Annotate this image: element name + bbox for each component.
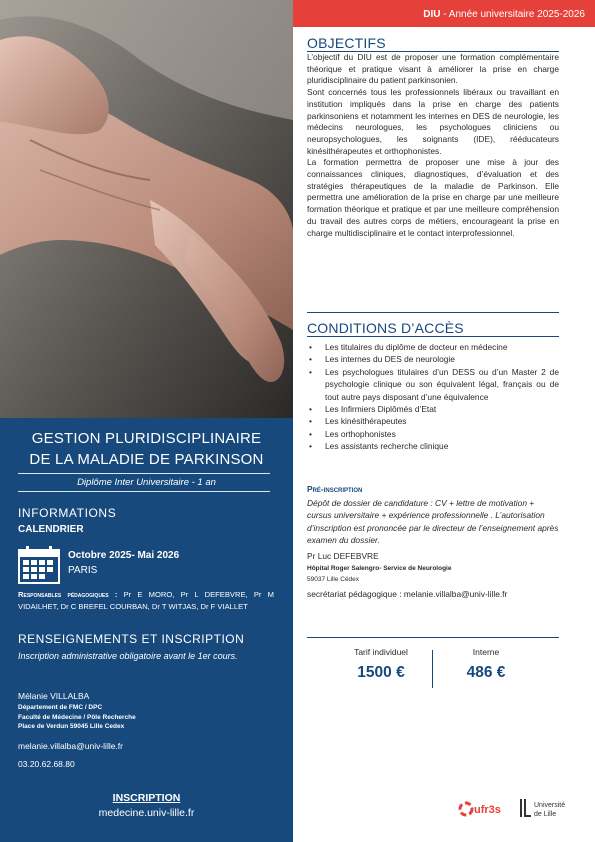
- informations-heading: INFORMATIONS: [18, 506, 117, 520]
- inscription-link[interactable]: INSCRIPTION: [112, 792, 181, 804]
- ufr3s-logo-mark: [457, 796, 509, 822]
- univ-logo-line-2: de Lille: [534, 811, 557, 818]
- left-info-panel: [0, 418, 293, 842]
- objectives-heading: OBJECTIFS: [307, 35, 386, 51]
- director-address: [307, 563, 451, 585]
- objectives-paragraph-1: L’objectif du DIU est de proposer une formation complémentaire théorique et pratique visant à améliorer la prise en charge pluridisciplinaire du patient parkinsonien.: [307, 52, 559, 86]
- director-name: Pr Luc DEFEBVRE: [307, 551, 379, 561]
- price-individual-value: 1500 €: [357, 664, 405, 681]
- banner-program: DIU: [423, 9, 441, 20]
- registration-heading: RENSEIGNEMENTS ET INSCRIPTION: [18, 632, 245, 646]
- preinscription-text: Dépôt de dossier de candidature : CV + lettre de motivation + cursus universitaire + expérience professionnelle . L’autorisation d’inscription est prononcée par le directeur de l’enseignement après examen du dossier.: [307, 498, 559, 545]
- director-hospital: Hôpital Roger Salengro- Service de Neurologie: [307, 565, 452, 572]
- pedagogical-leads-names: Pr E MORO, Pr L DEFEBVRE, Pr M VIDAILHET, Dr C BREFEL COURBAN, Dr T WITJAS, Dr F VIALLET: [18, 590, 274, 611]
- ufr3s-logo: [457, 796, 509, 822]
- list-item: • Les orthophonistes: [309, 428, 559, 440]
- univ-lille-logo-mark: [519, 796, 571, 822]
- hands-illustration: [0, 0, 293, 418]
- director-city: 59037 Lille Cédex: [307, 576, 360, 583]
- conditions-list: [309, 341, 559, 453]
- banner-year: - Année universitaire 2025-2026: [440, 9, 585, 20]
- list-item: • Les assistants recherche clinique: [309, 440, 559, 452]
- registration-note: Inscription administrative obligatoire avant le 1er cours.: [18, 651, 238, 661]
- list-item: • Les psychologues titulaires d’un DESS ou d’un Master 2 de psychologie clinique ou son équivalent légal, français ou de tout autre pays disposant d’une équivalence: [309, 366, 559, 403]
- objectives-body: [307, 52, 559, 239]
- pricing-divider: [307, 637, 559, 638]
- conditions-top-divider: [307, 312, 559, 313]
- conditions-heading: CONDITIONS D’ACCÈS: [307, 320, 464, 336]
- contact-street: Place de Verdun 59045 Lille Cedex: [18, 723, 125, 730]
- price-individual: [321, 647, 441, 682]
- price-intern-label: Interne: [472, 647, 500, 657]
- calendar-heading: CALENDRIER: [18, 524, 84, 535]
- course-title-line-1: GESTION PLURIDISCIPLINAIRE: [31, 430, 262, 447]
- contact-email-link[interactable]: melanie.villalba@univ-lille.fr: [18, 741, 124, 751]
- list-item: • Les Infirmiers Diplômés d’Etat: [309, 403, 559, 415]
- price-intern: [426, 647, 546, 682]
- title-divider-top: [18, 473, 270, 474]
- preinscription-heading: Pré-inscription: [307, 484, 363, 494]
- hero-photo-hands: [0, 0, 293, 418]
- objectives-paragraph-3: La formation permettra de proposer une mise à jour des connaissances cliniques, diagnostiques, d’évaluation et des stratégies thérapeutiques de la maladie de Parkinson. Elle permettra une amélioration de la prise en charge par une meilleure formation théorique et pratique et par une meilleure compréhension du travail des autres corps de métiers, encourageant la prise en charge multidisciplinaire et le contact interprofessionnel.: [307, 157, 559, 238]
- pedagogical-leads-label: Responsables pédagogiques :: [18, 590, 118, 599]
- pedagogical-leads: [18, 589, 274, 613]
- ufr3s-logo-text: ufr3s: [474, 804, 501, 816]
- course-city: PARIS: [68, 565, 98, 576]
- year-banner: [293, 0, 595, 27]
- univ-logo-line-1: Université: [534, 802, 566, 809]
- contact-faculty: Faculté de Médecine / Pôle Recherche: [18, 713, 136, 721]
- objectives-paragraph-2: Sont concernés tous les professionnels libéraux ou travaillant en institution impliqués dans la prise en charge des patients parkinsoniens et notamment les internes en DES de neurologie, les médecins neurologues, les psychologues cliniciens ou neuropsychologues, les soignants (IDE), rééducateurs kinésithérapeutes et orthophonistes.: [307, 87, 559, 156]
- course-dates: Octobre 2025- Mai 2026: [68, 550, 180, 561]
- conditions-divider: [307, 336, 559, 337]
- secretariat-contact: secrétariat pédagogique : melanie.villalba@univ-lille.fr: [307, 589, 508, 599]
- list-item: • Les internes du DES de neurologie: [309, 353, 559, 365]
- contact-name: Mélanie VILLALBA: [18, 691, 90, 701]
- contact-department: Département de FMC / DPC: [18, 704, 103, 711]
- price-individual-label: Tarif individuel: [354, 647, 408, 657]
- inscription-url-link[interactable]: medecine.univ-lille.fr: [98, 807, 195, 819]
- list-item: • Les titulaires du diplôme de docteur en médecine: [309, 341, 559, 353]
- calendar-icon: [18, 546, 60, 584]
- course-title: [0, 428, 293, 470]
- diploma-type: Diplôme Inter Universitaire - 1 an: [77, 477, 216, 488]
- contact-phone: 03.20.62.68.80: [18, 759, 75, 769]
- course-title-line-2: DE LA MALADIE DE PARKINSON: [29, 451, 264, 468]
- univ-lille-logo: [519, 796, 571, 822]
- list-item: • Les kinésithérapeutes: [309, 415, 559, 427]
- title-divider-bottom: [18, 491, 270, 492]
- price-intern-value: 486 €: [466, 664, 506, 681]
- contact-address: [18, 703, 136, 732]
